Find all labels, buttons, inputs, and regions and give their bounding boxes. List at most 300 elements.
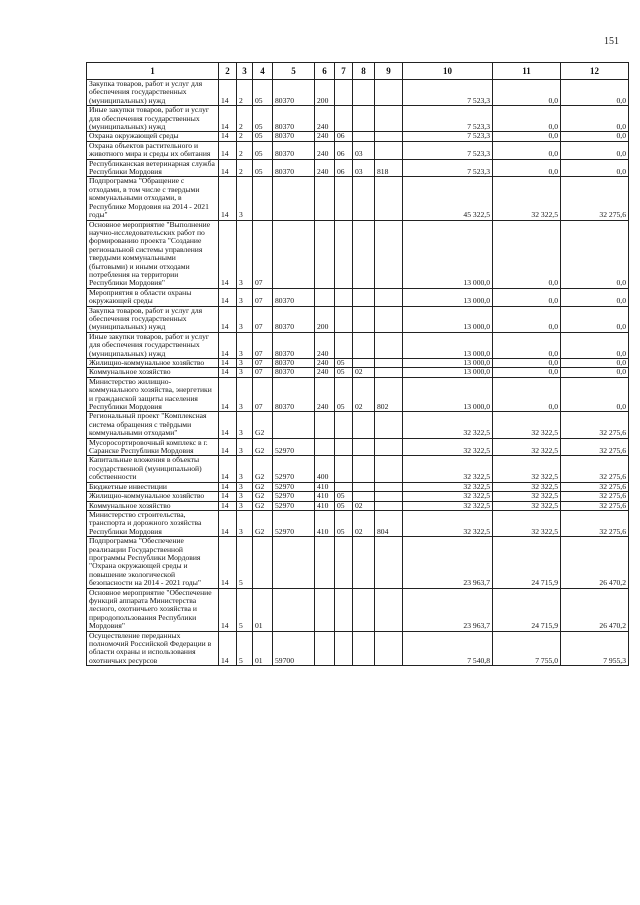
chapter-code — [335, 438, 353, 456]
section-code: 14 — [219, 80, 237, 106]
expense-type-code: 410 — [315, 492, 335, 501]
ministry-code — [375, 177, 403, 220]
target-article-code: 59700 — [273, 631, 315, 666]
target-article-code: 80370 — [273, 141, 315, 159]
amount-2019: 7 523,3 — [403, 141, 493, 159]
chapter-code — [335, 80, 353, 106]
expense-type-code — [315, 288, 335, 306]
amount-2020: 0,0 — [493, 332, 561, 358]
expense-type-code — [315, 412, 335, 438]
target-article-code: 80370 — [273, 359, 315, 368]
program-code: 07 — [253, 288, 273, 306]
subchapter-code: 02 — [353, 501, 375, 510]
amount-2021: 0,0 — [561, 80, 629, 106]
amount-2019: 23 963,7 — [403, 537, 493, 588]
ministry-code — [375, 537, 403, 588]
amount-2019: 7 523,3 — [403, 132, 493, 141]
amount-2020: 32 322,5 — [493, 412, 561, 438]
section-code: 14 — [219, 438, 237, 456]
ministry-code — [375, 306, 403, 332]
table-row — [87, 332, 629, 358]
amount-2021: 0,0 — [561, 368, 629, 377]
subchapter-code — [353, 588, 375, 631]
target-article-code: 80370 — [273, 306, 315, 332]
expense-type-code — [315, 177, 335, 220]
target-article-code: 80370 — [273, 159, 315, 177]
section-code: 14 — [219, 106, 237, 132]
chapter-code — [335, 537, 353, 588]
row-name: Закупка товаров, работ и услуг для обеспечения государственных (муниципальных) нужд — [87, 80, 219, 106]
table-row — [87, 106, 629, 132]
amount-2021: 0,0 — [561, 306, 629, 332]
program-code: 07 — [253, 368, 273, 377]
section-code: 14 — [219, 132, 237, 141]
target-article-code: 52970 — [273, 456, 315, 482]
column-header: 1 — [87, 63, 219, 80]
section-code: 14 — [219, 359, 237, 368]
subchapter-code — [353, 438, 375, 456]
program-code: G2 — [253, 438, 273, 456]
column-header: 5 — [273, 63, 315, 80]
amount-2020: 0,0 — [493, 132, 561, 141]
ministry-code — [375, 106, 403, 132]
row-name: Жилищно-коммунальное хозяйство — [87, 359, 219, 368]
ministry-code — [375, 501, 403, 510]
amount-2019: 32 322,5 — [403, 438, 493, 456]
chapter-code — [335, 332, 353, 358]
ministry-code — [375, 482, 403, 491]
ministry-code — [375, 631, 403, 666]
program-code: 07 — [253, 220, 273, 288]
amount-2020: 7 755,0 — [493, 631, 561, 666]
chapter-code: 05 — [335, 492, 353, 501]
amount-2020: 0,0 — [493, 80, 561, 106]
table-row — [87, 631, 629, 666]
budget-table — [86, 62, 629, 666]
target-article-code: 80370 — [273, 377, 315, 412]
table-row — [87, 537, 629, 588]
program-code: 07 — [253, 377, 273, 412]
target-article-code — [273, 412, 315, 438]
subsection-code: 3 — [237, 332, 253, 358]
amount-2019: 13 000,0 — [403, 332, 493, 358]
chapter-code — [335, 288, 353, 306]
chapter-code: 05 — [335, 510, 353, 536]
target-article-code: 80370 — [273, 132, 315, 141]
subsection-code: 5 — [237, 588, 253, 631]
section-code: 14 — [219, 482, 237, 491]
expense-type-code: 410 — [315, 482, 335, 491]
amount-2019: 32 322,5 — [403, 492, 493, 501]
program-code: 07 — [253, 359, 273, 368]
ministry-code — [375, 456, 403, 482]
target-article-code: 80370 — [273, 368, 315, 377]
subchapter-code — [353, 456, 375, 482]
chapter-code: 06 — [335, 132, 353, 141]
table-row — [87, 220, 629, 288]
target-article-code — [273, 537, 315, 588]
amount-2021: 0,0 — [561, 159, 629, 177]
row-name: Капитальные вложения в объекты государственной (муниципальной) собственности — [87, 456, 219, 482]
column-header: 12 — [561, 63, 629, 80]
table-row — [87, 288, 629, 306]
column-header: 11 — [493, 63, 561, 80]
subsection-code: 3 — [237, 492, 253, 501]
table-row — [87, 359, 629, 368]
amount-2021: 32 275,6 — [561, 438, 629, 456]
ministry-code — [375, 288, 403, 306]
amount-2019: 13 000,0 — [403, 306, 493, 332]
chapter-code — [335, 306, 353, 332]
expense-type-code: 240 — [315, 132, 335, 141]
column-header: 7 — [335, 63, 353, 80]
row-name: Подпрограмма "Обеспечение реализации Государственной программы Республики Мордовия "Охрана окружающей среды и повышение экологической безопасности на 2014 - 2021 годы" — [87, 537, 219, 588]
amount-2020: 32 322,5 — [493, 492, 561, 501]
subchapter-code — [353, 631, 375, 666]
program-code: 07 — [253, 306, 273, 332]
ministry-code — [375, 80, 403, 106]
subsection-code: 3 — [237, 501, 253, 510]
section-code: 14 — [219, 510, 237, 536]
row-name: Министерство жилищно-коммунального хозяйства, энергетики и гражданской защиты населения Республики Мордовия — [87, 377, 219, 412]
amount-2019: 45 322,5 — [403, 177, 493, 220]
amount-2019: 32 322,5 — [403, 456, 493, 482]
program-code: 01 — [253, 588, 273, 631]
amount-2019: 13 000,0 — [403, 368, 493, 377]
expense-type-code: 240 — [315, 359, 335, 368]
amount-2020: 0,0 — [493, 220, 561, 288]
column-header: 3 — [237, 63, 253, 80]
table-row — [87, 412, 629, 438]
amount-2021: 0,0 — [561, 106, 629, 132]
amount-2021: 0,0 — [561, 220, 629, 288]
amount-2019: 13 000,0 — [403, 220, 493, 288]
section-code: 14 — [219, 368, 237, 377]
amount-2021: 0,0 — [561, 377, 629, 412]
amount-2020: 0,0 — [493, 359, 561, 368]
program-code: G2 — [253, 456, 273, 482]
target-article-code: 80370 — [273, 288, 315, 306]
program-code: G2 — [253, 412, 273, 438]
expense-type-code — [315, 438, 335, 456]
column-header: 2 — [219, 63, 237, 80]
subchapter-code — [353, 412, 375, 438]
column-header: 6 — [315, 63, 335, 80]
row-name: Мероприятия в области охраны окружающей среды — [87, 288, 219, 306]
chapter-code: 05 — [335, 501, 353, 510]
amount-2021: 26 470,2 — [561, 537, 629, 588]
program-code: 07 — [253, 332, 273, 358]
subchapter-code — [353, 288, 375, 306]
amount-2021: 32 275,6 — [561, 177, 629, 220]
program-code — [253, 537, 273, 588]
subchapter-code — [353, 492, 375, 501]
subsection-code: 2 — [237, 132, 253, 141]
subsection-code: 3 — [237, 288, 253, 306]
program-code: G2 — [253, 510, 273, 536]
table-row — [87, 510, 629, 536]
row-name: Коммунальное хозяйство — [87, 368, 219, 377]
row-name: Коммунальное хозяйство — [87, 501, 219, 510]
program-code: 05 — [253, 159, 273, 177]
column-header: 4 — [253, 63, 273, 80]
table-row — [87, 438, 629, 456]
subsection-code: 3 — [237, 438, 253, 456]
section-code: 14 — [219, 492, 237, 501]
target-article-code: 80370 — [273, 332, 315, 358]
amount-2021: 0,0 — [561, 332, 629, 358]
section-code: 14 — [219, 141, 237, 159]
amount-2019: 23 963,7 — [403, 588, 493, 631]
subsection-code: 3 — [237, 220, 253, 288]
row-name: Основное мероприятие "Выполнение научно-исследовательских работ по формированию проекта "Создание региональной системы управления твердыми коммунальными (бытовыми) и иными отходами потребления на территории Республики Мордовия" — [87, 220, 219, 288]
ministry-code: 818 — [375, 159, 403, 177]
subsection-code: 5 — [237, 631, 253, 666]
expense-type-code — [315, 588, 335, 631]
amount-2019: 13 000,0 — [403, 288, 493, 306]
amount-2021: 32 275,6 — [561, 482, 629, 491]
target-article-code — [273, 220, 315, 288]
program-code: 01 — [253, 631, 273, 666]
expense-type-code: 240 — [315, 377, 335, 412]
subsection-code: 3 — [237, 359, 253, 368]
subchapter-code: 03 — [353, 159, 375, 177]
table-row — [87, 501, 629, 510]
amount-2019: 13 000,0 — [403, 377, 493, 412]
ministry-code — [375, 220, 403, 288]
subchapter-code — [353, 177, 375, 220]
expense-type-code — [315, 631, 335, 666]
subchapter-code: 02 — [353, 510, 375, 536]
row-name: Подпрограмма "Обращение с отходами, в том числе с твердыми коммунальными отходами, в Республике Мордовия на 2014 - 2021 годы" — [87, 177, 219, 220]
amount-2019: 7 523,3 — [403, 80, 493, 106]
amount-2020: 0,0 — [493, 159, 561, 177]
section-code: 14 — [219, 306, 237, 332]
amount-2021: 0,0 — [561, 288, 629, 306]
subsection-code: 3 — [237, 306, 253, 332]
table-row — [87, 141, 629, 159]
amount-2020: 32 322,5 — [493, 482, 561, 491]
expense-type-code: 200 — [315, 80, 335, 106]
section-code: 14 — [219, 377, 237, 412]
ministry-code: 804 — [375, 510, 403, 536]
section-code: 14 — [219, 537, 237, 588]
amount-2019: 7 523,3 — [403, 159, 493, 177]
row-name: Охрана объектов растительного и животного мира и среды их обитания — [87, 141, 219, 159]
subchapter-code: 02 — [353, 368, 375, 377]
table-row — [87, 456, 629, 482]
amount-2021: 0,0 — [561, 359, 629, 368]
ministry-code — [375, 368, 403, 377]
program-code: 05 — [253, 106, 273, 132]
subsection-code: 2 — [237, 159, 253, 177]
subsection-code: 3 — [237, 482, 253, 491]
program-code: G2 — [253, 482, 273, 491]
ministry-code — [375, 492, 403, 501]
subchapter-code — [353, 482, 375, 491]
subsection-code: 2 — [237, 106, 253, 132]
amount-2021: 32 275,6 — [561, 412, 629, 438]
program-code — [253, 177, 273, 220]
subsection-code: 3 — [237, 510, 253, 536]
amount-2020: 32 322,5 — [493, 501, 561, 510]
amount-2020: 24 715,9 — [493, 537, 561, 588]
chapter-code — [335, 482, 353, 491]
chapter-code — [335, 631, 353, 666]
expense-type-code — [315, 537, 335, 588]
chapter-code: 06 — [335, 159, 353, 177]
subsection-code: 3 — [237, 456, 253, 482]
amount-2020: 0,0 — [493, 377, 561, 412]
subsection-code: 2 — [237, 141, 253, 159]
ministry-code — [375, 359, 403, 368]
table-row — [87, 588, 629, 631]
ministry-code: 802 — [375, 377, 403, 412]
section-code: 14 — [219, 332, 237, 358]
chapter-code — [335, 456, 353, 482]
chapter-code: 06 — [335, 141, 353, 159]
table-row — [87, 80, 629, 106]
ministry-code — [375, 588, 403, 631]
expense-type-code: 240 — [315, 141, 335, 159]
amount-2021: 32 275,6 — [561, 492, 629, 501]
amount-2019: 7 523,3 — [403, 106, 493, 132]
amount-2019: 32 322,5 — [403, 482, 493, 491]
target-article-code: 52970 — [273, 510, 315, 536]
target-article-code: 52970 — [273, 492, 315, 501]
chapter-code: 05 — [335, 368, 353, 377]
amount-2021: 32 275,6 — [561, 501, 629, 510]
table-row — [87, 177, 629, 220]
ministry-code — [375, 132, 403, 141]
expense-type-code: 410 — [315, 510, 335, 536]
amount-2020: 32 322,5 — [493, 456, 561, 482]
expense-type-code: 240 — [315, 159, 335, 177]
expense-type-code — [315, 220, 335, 288]
amount-2019: 32 322,5 — [403, 412, 493, 438]
expense-type-code: 200 — [315, 306, 335, 332]
ministry-code — [375, 332, 403, 358]
subsection-code: 3 — [237, 368, 253, 377]
subchapter-code — [353, 106, 375, 132]
amount-2020: 32 322,5 — [493, 510, 561, 536]
table-row — [87, 306, 629, 332]
subsection-code: 2 — [237, 80, 253, 106]
subsection-code: 5 — [237, 537, 253, 588]
expense-type-code: 400 — [315, 456, 335, 482]
chapter-code: 05 — [335, 377, 353, 412]
amount-2021: 0,0 — [561, 132, 629, 141]
target-article-code: 80370 — [273, 106, 315, 132]
expense-type-code: 240 — [315, 368, 335, 377]
subchapter-code — [353, 359, 375, 368]
section-code: 14 — [219, 501, 237, 510]
amount-2020: 0,0 — [493, 106, 561, 132]
row-name: Министерство строительства, транспорта и дорожного хозяйства Республики Мордовия — [87, 510, 219, 536]
section-code: 14 — [219, 588, 237, 631]
section-code: 14 — [219, 220, 237, 288]
subchapter-code — [353, 132, 375, 141]
row-name: Иные закупки товаров, работ и услуг для обеспечения государственных (муниципальных) нужд — [87, 332, 219, 358]
subsection-code: 3 — [237, 377, 253, 412]
column-header: 10 — [403, 63, 493, 80]
row-name: Мусоросортировочный комплекс в г. Саранске Республики Мордовия — [87, 438, 219, 456]
target-article-code: 52970 — [273, 482, 315, 491]
amount-2021: 0,0 — [561, 141, 629, 159]
expense-type-code: 240 — [315, 332, 335, 358]
target-article-code — [273, 588, 315, 631]
table-row — [87, 132, 629, 141]
amount-2021: 26 470,2 — [561, 588, 629, 631]
table-row — [87, 492, 629, 501]
subchapter-code: 03 — [353, 141, 375, 159]
amount-2020: 0,0 — [493, 288, 561, 306]
subchapter-code: 02 — [353, 377, 375, 412]
target-article-code: 52970 — [273, 438, 315, 456]
ministry-code — [375, 438, 403, 456]
program-code: G2 — [253, 492, 273, 501]
subchapter-code — [353, 80, 375, 106]
amount-2020: 32 322,5 — [493, 438, 561, 456]
target-article-code: 80370 — [273, 80, 315, 106]
subchapter-code — [353, 306, 375, 332]
target-article-code: 52970 — [273, 501, 315, 510]
table-row — [87, 377, 629, 412]
amount-2020: 0,0 — [493, 141, 561, 159]
page-number: 151 — [604, 36, 619, 47]
program-code: G2 — [253, 501, 273, 510]
program-code: 05 — [253, 132, 273, 141]
ministry-code — [375, 412, 403, 438]
section-code: 14 — [219, 631, 237, 666]
subsection-code: 3 — [237, 177, 253, 220]
section-code: 14 — [219, 456, 237, 482]
row-name: Осуществление переданных полномочий Российской Федерации в области охраны и использования охотничьих ресурсов — [87, 631, 219, 666]
chapter-code — [335, 177, 353, 220]
chapter-code — [335, 106, 353, 132]
table-header-row — [87, 63, 629, 80]
table-row — [87, 159, 629, 177]
row-name: Бюджетные инвестиции — [87, 482, 219, 491]
program-code: 05 — [253, 141, 273, 159]
subchapter-code — [353, 220, 375, 288]
program-code: 05 — [253, 80, 273, 106]
section-code: 14 — [219, 177, 237, 220]
chapter-code — [335, 588, 353, 631]
row-name: Иные закупки товаров, работ и услуг для обеспечения государственных (муниципальных) нужд — [87, 106, 219, 132]
section-code: 14 — [219, 159, 237, 177]
row-name: Основное мероприятие "Обеспечение функций аппарата Министерства лесного, охотничьего хозяйства и природопользования Республики Мордовия" — [87, 588, 219, 631]
amount-2019: 13 000,0 — [403, 359, 493, 368]
expense-type-code: 240 — [315, 106, 335, 132]
expense-type-code: 410 — [315, 501, 335, 510]
amount-2019: 7 540,8 — [403, 631, 493, 666]
amount-2019: 32 322,5 — [403, 510, 493, 536]
row-name: Региональный проект "Комплексная система обращения с твёрдыми коммунальными отходами" — [87, 412, 219, 438]
chapter-code: 05 — [335, 359, 353, 368]
row-name: Охрана окружающей среды — [87, 132, 219, 141]
table-row — [87, 482, 629, 491]
section-code: 14 — [219, 288, 237, 306]
amount-2021: 7 955,3 — [561, 631, 629, 666]
ministry-code — [375, 141, 403, 159]
amount-2020: 24 715,9 — [493, 588, 561, 631]
subchapter-code — [353, 332, 375, 358]
row-name: Республиканская ветеринарная служба Республики Мордовия — [87, 159, 219, 177]
row-name: Жилищно-коммунальное хозяйство — [87, 492, 219, 501]
section-code: 14 — [219, 412, 237, 438]
amount-2020: 0,0 — [493, 306, 561, 332]
